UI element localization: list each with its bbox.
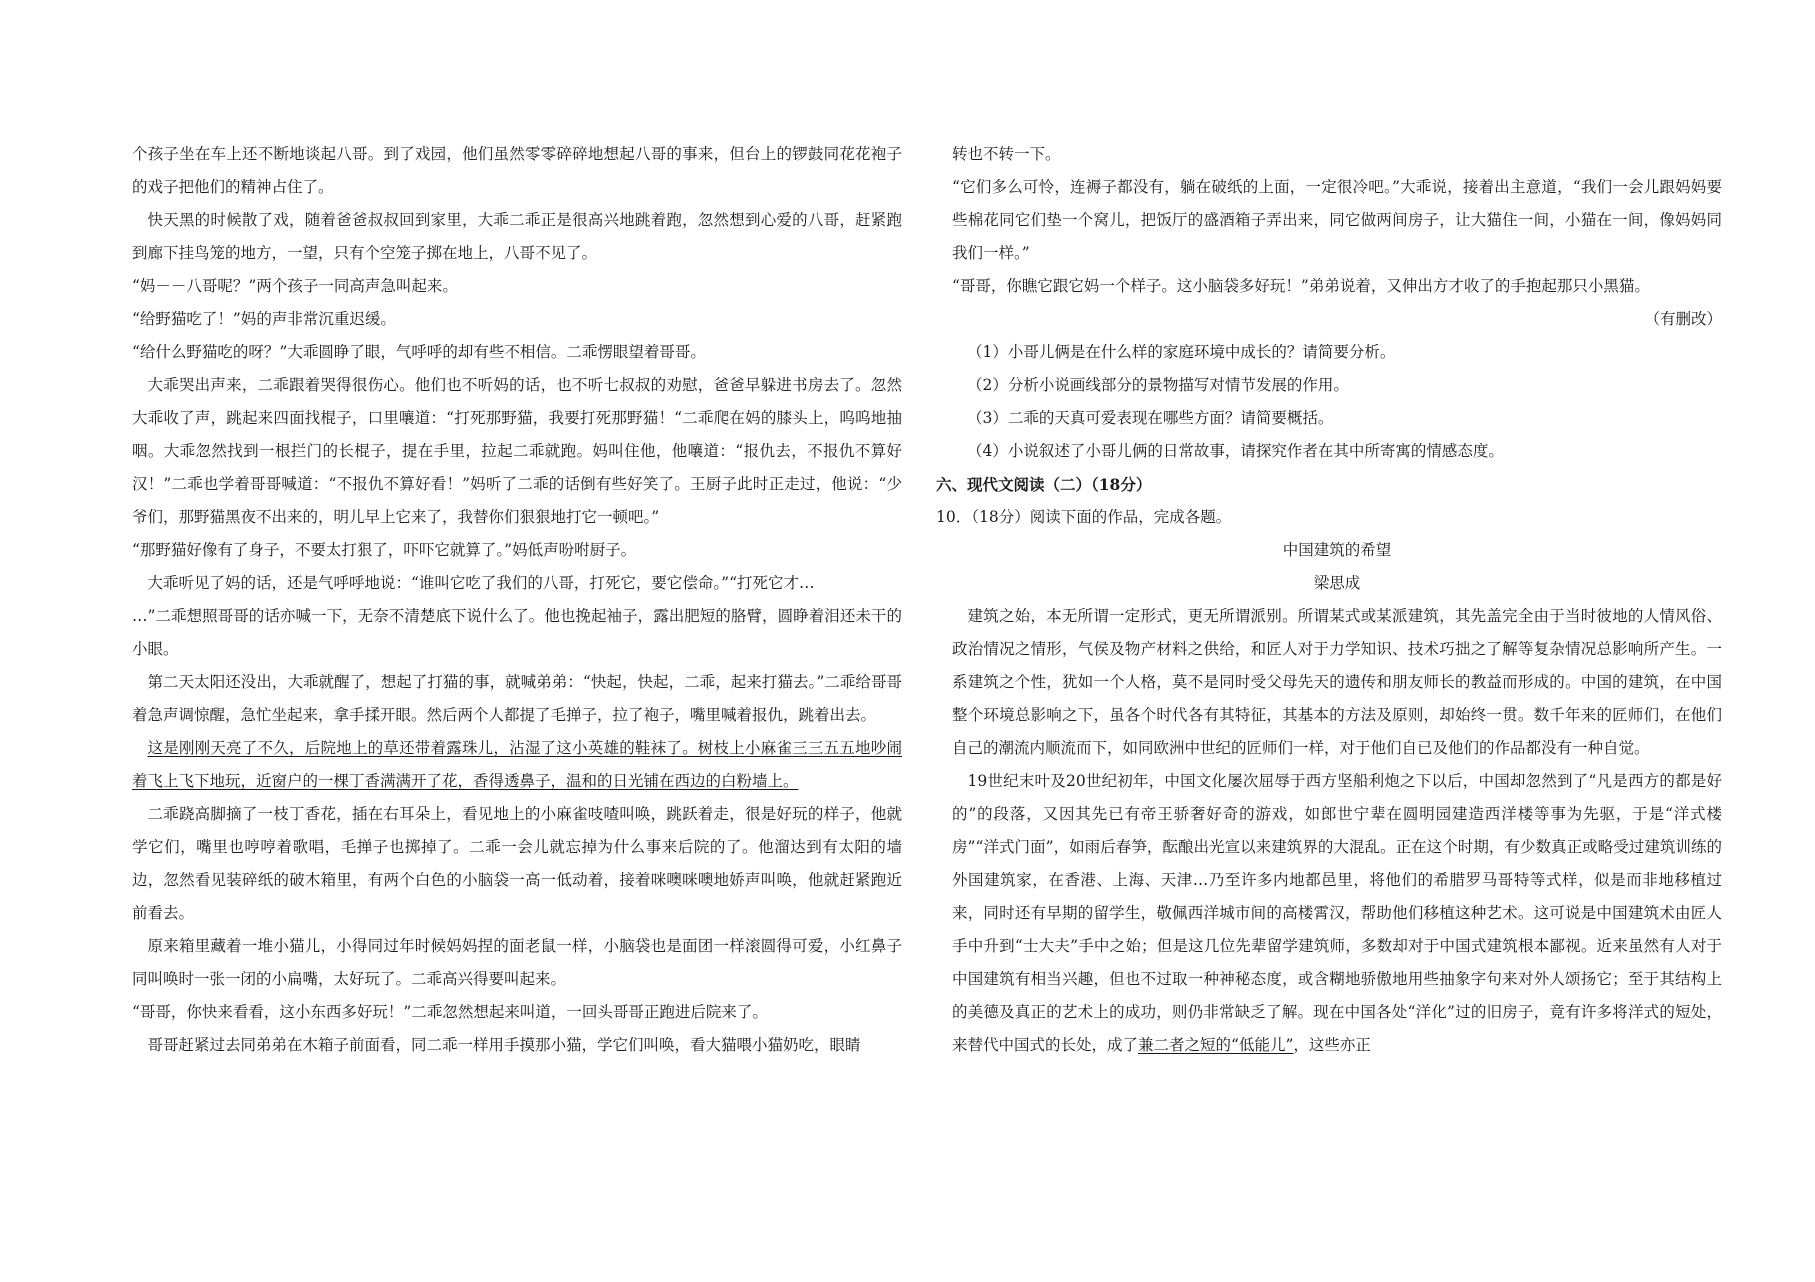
dialogue-line: “那野猫好像有了身子，不要太打狠了，吓吓它就算了。”妈低声吩咐厨子。 [132, 541, 637, 559]
story-paragraph: 原来箱里藏着一堆小猫儿，小得同过年时候妈妈捏的面老鼠一样，小脑袋也是面团一样滚圆得可爱，小红鼻子同叫唤时一张一闭的小扁嘴，太好玩了。二乖高兴得要叫起来。 [132, 937, 902, 988]
question-item: （4）小说叙述了小哥儿俩的日常故事，请探究作者在其中所寄寓的情感态度。 [967, 442, 1504, 460]
story-paragraph: 二乖跷高脚摘了一枝丁香花，插在右耳朵上，看见地上的小麻雀吱喳叫唤，跳跃着走，很是好玩的样子，他就学它们，嘴里也哼哼着歌唱，毛掸子也掷掉了。二乖一会儿就忘掉为什么事来后院的了。他溜达到有太阳的墙边，忽然看见装碎纸的破木箱里，有两个白色的小脑袋一高一低动着，接着咪噢咪噢地娇声叫唤，他就赶紧跑近前看去。 [132, 805, 902, 922]
story-paragraph: 个孩子坐在车上还不断地谈起八哥。到了戏园，他们虽然零零碎碎地想起八哥的事来，但台上的锣鼓同花花袍子的戏子把他们的精神占住了。 [132, 145, 902, 196]
question-item: （2）分析小说画线部分的景物描写对情节发展的作用。 [967, 376, 1349, 394]
essay-author: 梁思成 [1313, 574, 1361, 592]
question-instruction: 10．（18分）阅读下面的作品，完成各题。 [936, 508, 1232, 526]
dialogue-line: “哥哥，你瞧它跟它妈一个样子。这小脑袋多好玩！”弟弟说着，又伸出方才收了的手抱起那只小黑猫。 [952, 277, 1650, 295]
essay-title: 中国建筑的希望 [1282, 541, 1392, 559]
essay-text-tail: ，这些亦正 [1293, 1036, 1371, 1054]
essay-paragraph [952, 765, 1722, 1062]
story-paragraph: 转也不转一下。 [952, 145, 1061, 163]
story-paragraph: 大乖哭出声来，二乖跟着哭得很伤心。他们也不听妈的话，也不听七叔叔的劝慰，爸爸早躲进书房去了。忽然大乖收了声，跳起来四面找棍子，口里嚷道：“打死那野猫，我要打死那野猫！“二乖爬在妈的膝头上，呜呜地抽咽。大乖忽然找到一根拦门的长棍子，提在手里，拉起二乖就跑。妈叫住他，他嚷道：“报仇去，不报仇不算好汉！”二乖也学着哥哥喊道：“不报仇不算好看！”妈听了二乖的话倒有些好笑了。王厨子此时正走过，他说：“少爷们，那野猫黑夜不出来的，明儿早上它来了，我替你们狠狠地打它一顿吧。” [132, 376, 902, 526]
right-column [936, 138, 1722, 1062]
section-heading: 六、现代文阅读（二）（18分） [936, 475, 1152, 494]
dialogue-line: “哥哥，你快来看看，这小东西多好玩！”二乖忽然想起来叫道，一回头哥哥正跑进后院来了。 [132, 1003, 768, 1021]
story-paragraph: 哥哥赶紧过去同弟弟在木箱子前面看，同二乖一样用手摸那小猫，学它们叫唤，看大猫喂小猫奶吃，眼睛 [147, 1036, 861, 1054]
story-paragraph: 大乖听见了妈的话，还是气呼呼地说：“谁叫它吃了我们的八哥，打死它，要它偿命。”“打死它才… [147, 574, 815, 592]
essay-paragraph: 建筑之始，本无所谓一定形式，更无所谓派别。所谓某式或某派建筑，其先盖完全由于当时彼地的人情风俗、政治情况之情形，气侯及物产材料之供给，和匠人对于力学知识、技术巧拙之了解等复杂情况总影响所产生。一系建筑之个性，犹如一个人格，莫不是同时受父母先天的遗传和朋友师长的教益而形成的。中国的建筑，在中国整个环境总影响之下，虽各个时代各有其特征，其基本的方法及原则，却始终一贯。数千年来的匠师们，在他们自己的潮流内顺流而下，如同欧洲中世纪的匠师们一样，对于他们自已及他们的作品都没有一种自觉。 [952, 607, 1722, 757]
question-item: （3）二乖的天真可爱表现在哪些方面？请简要概括。 [967, 409, 1334, 427]
question-item: （1）小哥儿俩是在什么样的家庭环境中成长的？请简要分析。 [967, 343, 1396, 361]
underlined-scenery-passage [132, 732, 902, 798]
dialogue-line: “给什么野猫吃的呀？”大乖圆睁了眼，气呼呼的却有些不相信。二乖愣眼望着哥哥。 [132, 343, 706, 361]
dialogue-line: “妈－－八哥呢？”两个孩子一同高声急叫起来。 [132, 277, 458, 295]
underlined-text: 这是刚刚天亮了不久，后院地上的草还带着露珠儿，沾湿了这小英雄的鞋袜了。树枝上小麻雀三三五五地吵闹着飞上飞下地玩，近窗户的一棵丁香满满开了花，香得透鼻子，温和的日光铺在西边的白粉墙上。 [132, 739, 902, 790]
dialogue-line: “给野猫吃了！”妈的声非常沉重迟缓。 [132, 310, 396, 328]
essay-text: 19世纪末叶及20世纪初年，中国文化屡次屈辱于西方坚船利炮之下以后，中国却忽然到了“凡是西方的都是好的”的段落，又因其先已有帝王骄奢好奇的游戏，如郎世宁辈在圆明园建造西洋楼等事为先驱，于是“洋式楼房”“洋式门面”，如雨后春笋，酝酿出光宣以来建筑界的大混乱。正在这个时期，有少数真正或略受过建筑训练的外国建筑家，在香港、上海、天津…乃至许多内地都邑里，将他们的希腊罗马哥特等式样，似是而非地移植过来，同时还有早期的留学生，敬佩西洋城市间的高楼霄汉，帮助他们移植这种艺术。这可说是中国建筑术由匠人手中升到“士大夫”手中之始；但是这几位先辈留学建筑师，多数却对于中国式建筑根本鄙视。近来虽然有人对于中国建筑有相当兴趣，但也不过取一种神秘态度，或含糊地骄傲地用些抽象字句来对外人颂扬它；至于其结构上的美德及真正的艺术上的成功，则仍非常缺乏了解。现在中国各处“洋化”过的旧房子，竟有许多将洋式的短处，来替代中国式的长处，成了 [952, 772, 1722, 1054]
story-paragraph: 快天黑的时候散了戏，随着爸爸叔叔回到家里，大乖二乖正是很高兴地跳着跑，忽然想到心爱的八哥，赶紧跑到廊下挂鸟笼的地方，一望，只有个空笼子掷在地上，八哥不见了。 [132, 211, 902, 262]
story-paragraph: …”二乖想照哥哥的话亦喊一下，无奈不清楚底下说什么了。他也挽起袖子，露出肥短的胳臂，圆睁着泪还未干的小眼。 [132, 607, 902, 658]
story-paragraph: 第二天太阳还没出，大乖就醒了，想起了打猫的事，就喊弟弟：“快起，快起，二乖，起来打猫去。”二乖给哥哥着急声调惊醒，急忙坐起来，拿手揉开眼。然后两个人都提了毛掸子，拉了袍子，嘴里喊着报仇，跳着出去。 [132, 673, 902, 724]
dialogue-line: “它们多么可怜，连褥子都没有，躺在破纸的上面，一定很冷吧。”大乖说，接着出主意道，“我们一会儿跟妈妈要些棉花同它们垫一个窝儿，把饭厅的盛酒箱子弄出来，同它做两间房子，让大猫住一间，小猫在一间，像妈妈同我们一样。” [952, 178, 1722, 262]
underlined-phrase: 兼二者之短的“低能儿” [1138, 1036, 1294, 1054]
revision-note: （有删改） [1644, 310, 1722, 328]
left-column [132, 138, 902, 1062]
